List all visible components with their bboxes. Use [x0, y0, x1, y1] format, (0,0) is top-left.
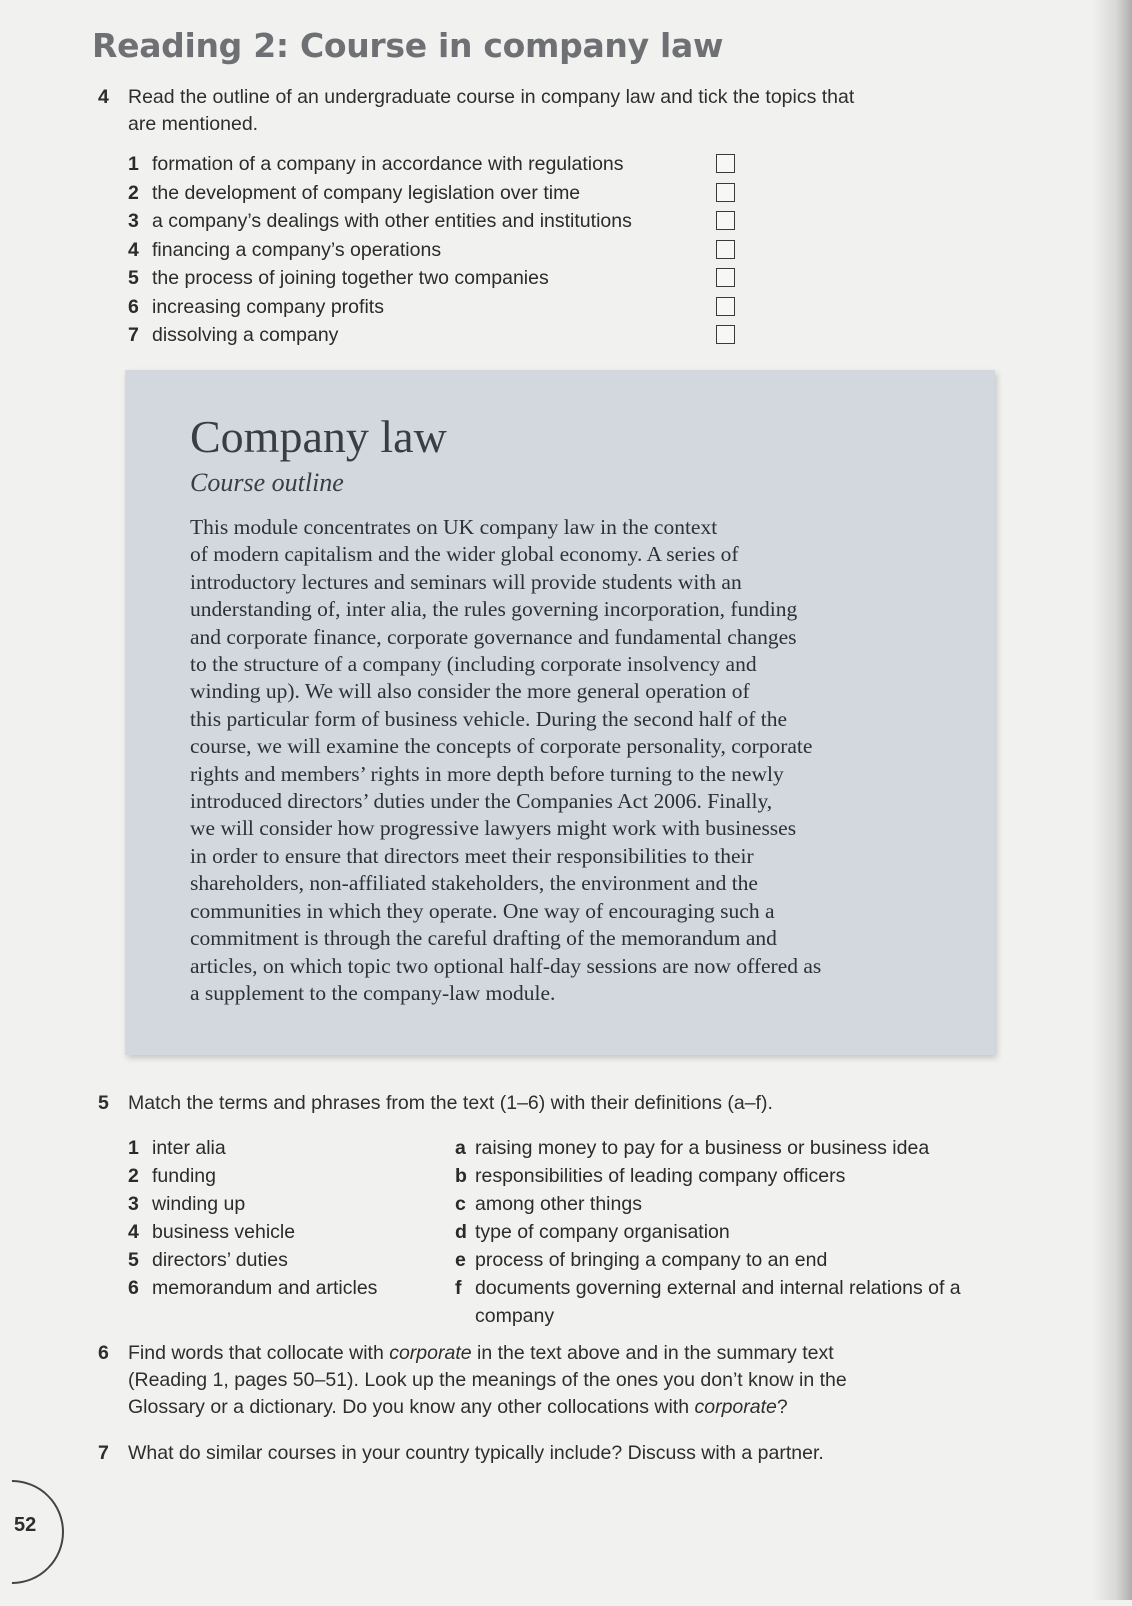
definition-item [455, 1190, 1015, 1218]
page-number: 52 [14, 1514, 37, 1536]
outline-line: in order to ensure that directors meet their responsibilities to their [190, 843, 754, 868]
outline-line: and corporate finance, corporate governance and fundamental changes [190, 624, 797, 649]
topic-item [128, 236, 748, 265]
term-item [128, 1162, 448, 1190]
definition-text: type of company organisation [475, 1221, 730, 1243]
topic-text: the process of joining together two companies [152, 267, 549, 289]
tick-checkbox[interactable] [716, 183, 735, 202]
outline-line: rights and members’ rights in more depth before turning to the newly [190, 761, 784, 786]
tick-checkbox[interactable] [716, 154, 735, 173]
topic-number: 2 [128, 181, 139, 204]
task-text-part: ? [776, 1396, 788, 1418]
outline-line: understanding of, inter alia, the rules governing incorporation, funding [190, 597, 798, 622]
term-item [128, 1246, 448, 1274]
task-5-instruction [98, 1090, 998, 1117]
task-number: 5 [98, 1092, 109, 1114]
definition-item [455, 1162, 1015, 1190]
italic-term: corporate [389, 1342, 472, 1364]
term-text: business vehicle [152, 1221, 296, 1243]
term-text: winding up [152, 1193, 246, 1215]
outline-line: course, we will examine the concepts of corporate personality, corporate [190, 734, 813, 759]
page-edge-shadow [1092, 0, 1132, 1600]
topic-text: increasing company profits [152, 295, 384, 318]
panel-subtitle: Course outline [190, 468, 344, 497]
task-text-part: Find words that collocate with [128, 1342, 390, 1364]
outline-line: a supplement to the company-law module. [190, 980, 556, 1005]
term-number: 2 [128, 1165, 139, 1187]
outline-line: introductory lectures and seminars will provide students with an [190, 569, 742, 594]
topic-text: a company’s dealings with other entities and institutions [152, 210, 632, 232]
term-item [128, 1190, 448, 1218]
definition-text: documents governing external and internal relations of a company [475, 1277, 961, 1327]
topic-number: 4 [128, 238, 139, 261]
term-text: memorandum and articles [152, 1277, 378, 1299]
task-number: 6 [98, 1342, 109, 1364]
term-item [128, 1218, 448, 1246]
task-number: 4 [98, 86, 109, 108]
term-text: funding [152, 1165, 216, 1187]
task-6-instruction [98, 1340, 918, 1421]
outline-line: we will consider how progressive lawyers might work with businesses [190, 816, 797, 841]
definition-item [455, 1134, 1015, 1162]
italic-term: corporate [694, 1396, 777, 1418]
term-text: inter alia [152, 1137, 226, 1159]
topic-text: financing a company’s operations [152, 238, 442, 261]
definition-letter: b [455, 1165, 467, 1187]
outline-line: to the structure of a company (including corporate insolvency and [190, 652, 757, 677]
tick-checkbox[interactable] [716, 268, 735, 287]
term-item [128, 1134, 448, 1162]
panel-title: Company law [190, 411, 447, 462]
topic-text: formation of a company in accordance with regulations [152, 153, 624, 175]
outline-line: of modern capitalism and the wider global economy. A series of [190, 542, 739, 567]
tick-checkbox[interactable] [716, 297, 735, 316]
definition-letter: a [455, 1137, 466, 1159]
definition-letter: f [455, 1277, 462, 1299]
definition-text: among other things [475, 1193, 642, 1215]
topic-item [128, 207, 748, 236]
topic-item [128, 293, 748, 322]
task-text: Read the outline of an undergraduate course in company law and tick the topics that are mentioned. [128, 86, 855, 135]
outline-line: winding up). We will also consider the more general operation of [190, 679, 750, 704]
outline-line: communities in which they operate. One way of encouraging such a [190, 898, 775, 923]
term-item [128, 1274, 448, 1302]
definition-text: raising money to pay for a business or business idea [475, 1137, 930, 1159]
term-number: 5 [128, 1249, 139, 1271]
definition-item [455, 1246, 1015, 1274]
task-text-part: in the text above and in the summary text (Reading 1, pages 50–51). Look up the meanings of the ones you don’t know in the Glossary or a dictionary. Do you know any other collocations with [128, 1342, 847, 1418]
topic-number: 3 [128, 210, 139, 232]
topic-text: the development of company legislation over time [152, 181, 581, 204]
definition-item [455, 1218, 1015, 1246]
definition-text: responsibilities of leading company officers [475, 1165, 846, 1187]
definition-text: process of bringing a company to an end [475, 1249, 828, 1271]
task-7-instruction [98, 1440, 958, 1467]
section-heading: Reading 2: Course in company law [92, 26, 724, 65]
outline-line: this particular form of business vehicle. During the second half of the [190, 706, 788, 731]
tick-checkbox[interactable] [716, 325, 735, 344]
definition-letter: e [455, 1249, 466, 1271]
tick-checkbox[interactable] [716, 240, 735, 259]
topic-number: 5 [128, 267, 139, 289]
topic-number: 1 [128, 153, 139, 175]
topic-item [128, 179, 748, 208]
outline-line: commitment is through the careful drafting of the memorandum and [190, 926, 777, 951]
term-number: 6 [128, 1277, 139, 1299]
topic-item [128, 264, 748, 293]
outline-line: introduced directors’ duties under the Companies Act 2006. Finally, [190, 789, 773, 814]
task-4-instruction [98, 84, 858, 138]
task-text: What do similar courses in your country typically include? Discuss with a partner. [128, 1442, 824, 1464]
outline-line: This module concentrates on UK company law in the context [190, 515, 718, 539]
term-number: 4 [128, 1221, 139, 1243]
page-number-arc [0, 1458, 86, 1605]
outline-line: shareholders, non-affiliated stakeholders, the environment and the [190, 871, 758, 896]
topic-item [128, 321, 748, 350]
topic-number: 6 [128, 295, 139, 318]
course-outline-text [190, 514, 950, 1007]
definition-letter: c [455, 1193, 466, 1215]
definition-item [455, 1274, 1015, 1330]
definitions-list [455, 1134, 1015, 1330]
task-text: Match the terms and phrases from the text (1–6) with their definitions (a–f). [128, 1092, 773, 1114]
definition-letter: d [455, 1221, 467, 1243]
term-number: 1 [128, 1137, 139, 1159]
task-text [128, 1340, 918, 1421]
task-number: 7 [98, 1442, 109, 1464]
topic-checklist [128, 150, 748, 350]
term-number: 3 [128, 1193, 139, 1215]
tick-checkbox[interactable] [716, 211, 735, 230]
terms-list [128, 1134, 448, 1302]
outline-line: articles, on which topic two optional half-day sessions are now offered as [190, 953, 822, 978]
topic-number: 7 [128, 324, 139, 346]
term-text: directors’ duties [152, 1249, 288, 1271]
topic-item [128, 150, 748, 179]
topic-text: dissolving a company [152, 324, 339, 346]
